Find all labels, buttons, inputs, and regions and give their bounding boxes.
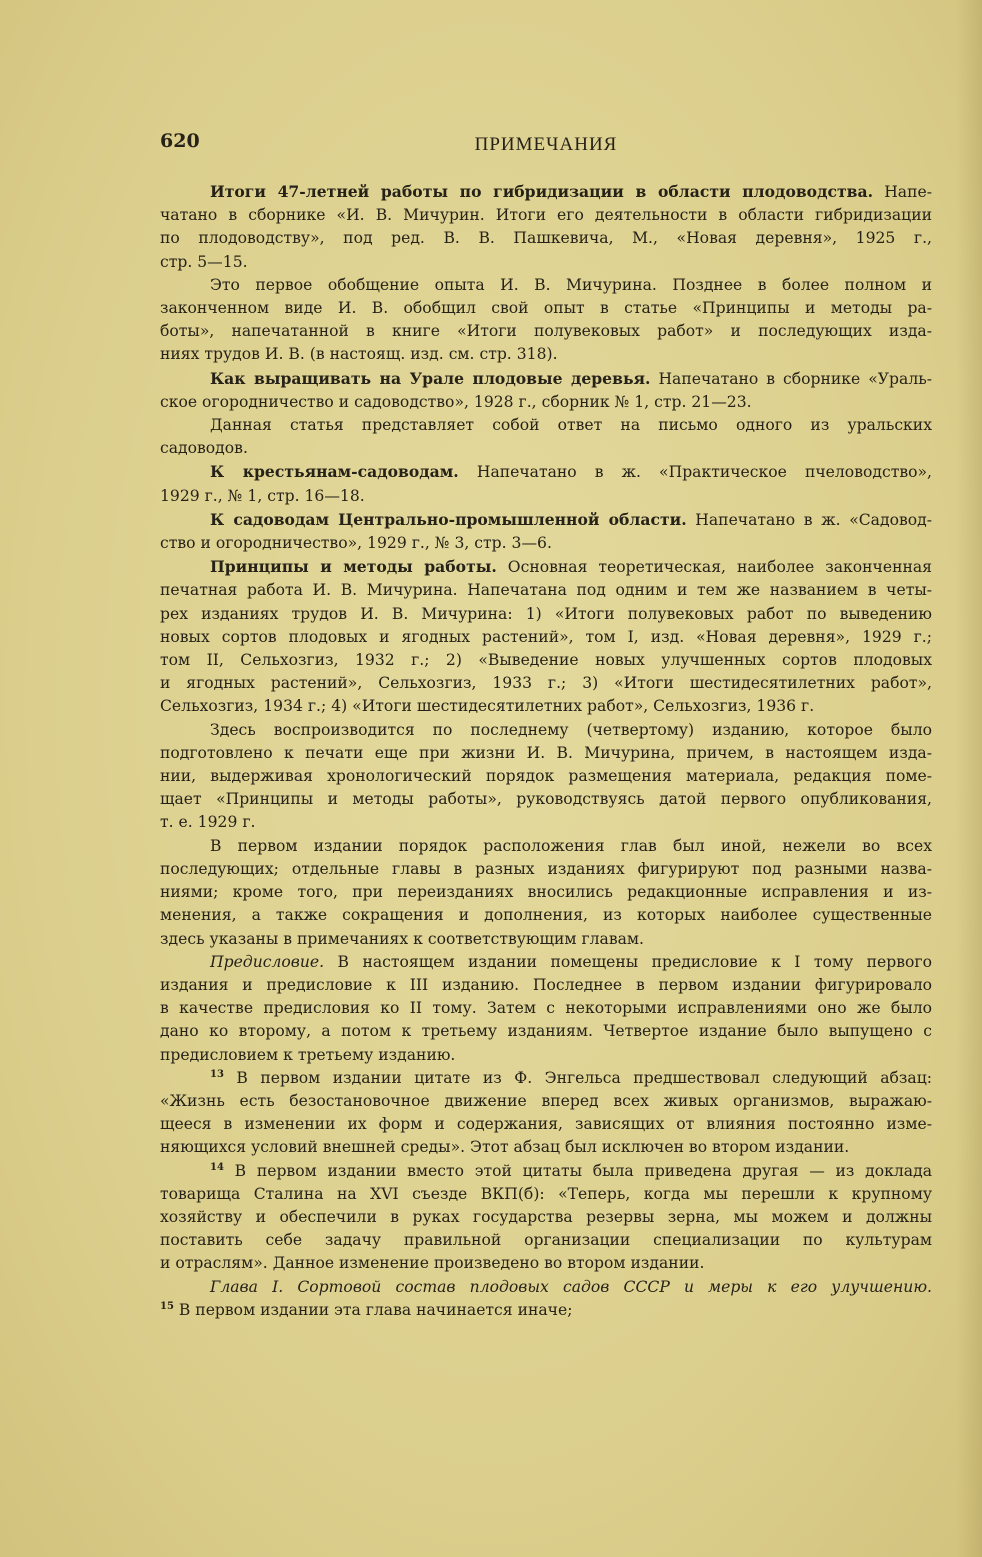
text-line <box>160 742 932 765</box>
text-line <box>160 603 932 626</box>
line-text: том II, Сельхозгиз, 1932 г.; 2) «Выведение новых улучшенных сортов плодовых <box>160 651 932 670</box>
line-text: ниях трудов И. В. (в настоящ. изд. см. стр. 318). <box>160 345 558 364</box>
line-text: подготовлено к печати еще при жизни И. В. Мичурина, причем, в настоящем изда- <box>160 743 932 762</box>
line-text: нии, выдерживая хронологический порядок размещения материала, редакция поме- <box>160 767 932 786</box>
line-text: В первом издании цитате из Ф. Энгельса предшествовал следующий абзац: <box>223 1068 932 1087</box>
text-line <box>160 904 932 927</box>
text-line <box>160 765 932 788</box>
text-line <box>160 1299 932 1322</box>
note-title-italic: Предисловие. <box>210 952 325 971</box>
line-text: Напе- <box>873 183 932 201</box>
text-line <box>160 343 932 366</box>
line-text: поставить себе задачу правильной организации специализации по культурам <box>160 1231 932 1250</box>
line-text: ство и огородничество», 1929 г., № 3, стр. 3—6. <box>160 534 552 553</box>
text-line <box>160 555 932 579</box>
text-line <box>160 1044 932 1067</box>
text-line <box>160 672 932 695</box>
notes-body <box>160 180 932 1322</box>
line-text: Это первое обобщение опыта И. В. Мичурина. Позднее в более полном и <box>210 275 932 294</box>
text-line <box>160 460 932 484</box>
line-text: рех изданиях трудов И. В. Мичурина: 1) «Итоги полувековых работ по выведению <box>160 604 932 623</box>
text-line <box>160 180 932 204</box>
line-text: здесь указаны в примечаниях к соответствующим главам. <box>160 929 645 948</box>
running-head: ПРИМЕЧАНИЯ <box>474 134 618 155</box>
text-line <box>160 1020 932 1043</box>
line-text: щееся в изменении их форм и содержания, зависящих от влияния постоянно изме- <box>160 1115 932 1134</box>
line-text: печатная работа И. В. Мичурина. Напечатана под одним и тем же названием в четы- <box>160 581 932 600</box>
line-text: В первом издании эта глава начинается иначе; <box>173 1300 573 1319</box>
text-line <box>160 626 932 649</box>
text-line <box>160 974 932 997</box>
text-line <box>160 204 932 227</box>
line-text: чатано в сборнике «И. В. Мичурин. Итоги его деятельности в области гибридизации <box>160 206 932 225</box>
text-line <box>160 1252 932 1275</box>
note-title: Принципы и методы работы. <box>210 557 497 577</box>
text-line <box>160 579 932 602</box>
note-paragraph <box>160 1160 932 1276</box>
note-paragraph <box>160 1299 932 1322</box>
text-line <box>160 788 932 811</box>
text-line <box>160 1136 932 1159</box>
line-text: Основная теоретическая, наиболее законченная <box>496 558 932 577</box>
text-line <box>160 951 932 974</box>
text-line <box>160 881 932 904</box>
text-line <box>160 649 932 672</box>
note-title: Как выращивать на Урале плодовые деревья. <box>210 368 651 388</box>
line-text: ское огородничество и садоводство», 1928 г., сборник № 1, стр. 21—23. <box>160 392 752 411</box>
line-text: садоводов. <box>160 439 248 458</box>
text-line <box>160 1067 932 1090</box>
line-text: В первом издании порядок расположения глав был иной, нежели во всех <box>210 836 932 855</box>
note-paragraph <box>160 555 932 718</box>
note-paragraph <box>160 460 932 507</box>
text-line <box>160 928 932 951</box>
text-line <box>160 1090 932 1113</box>
line-text: последующих; отдельные главы в разных изданиях фигурируют под разными назва- <box>160 859 932 878</box>
note-paragraph <box>160 508 932 555</box>
text-line <box>160 485 932 508</box>
text-line <box>160 835 932 858</box>
line-text: боты», напечатанной в книге «Итоги полувековых работ» и последующих изда- <box>160 322 932 341</box>
footnote-marker: 14 <box>210 1161 224 1173</box>
text-line <box>160 297 932 320</box>
note-title: Итоги 47-летней работы по гибридизации в области плодоводства. <box>210 182 874 201</box>
line-text: Здесь воспроизводится по последнему (четвертому) изданию, которое было <box>210 720 932 739</box>
note-paragraph <box>160 1276 932 1299</box>
text-line <box>160 1206 932 1229</box>
line-text: по плодоводству», под ред. В. В. Пашкевича, М., «Новая деревня», 1925 г., <box>160 229 932 248</box>
line-text: новых сортов плодовых и ягодных растений», том I, изд. «Новая деревня», 1929 г.; <box>160 627 932 646</box>
text-line <box>160 227 932 250</box>
line-text: хозяйству и обеспечили в руках государства резервы зерна, мы можем и должны <box>160 1207 932 1226</box>
line-text: Данная статья представляет собой ответ на письмо одного из уральских <box>210 416 932 435</box>
page-header <box>160 130 932 164</box>
note-paragraph <box>160 951 932 1067</box>
line-text: издания и предисловие к III изданию. Последнее в первом издании фигурировало <box>160 975 932 994</box>
line-text: законченном виде И. В. обобщил свой опыт в статье «Принципы и методы ра- <box>160 299 932 318</box>
note-title: К крестьянам-садоводам. <box>210 462 459 482</box>
line-text: стр. 5—15. <box>160 252 248 271</box>
note-paragraph <box>160 274 932 367</box>
note-paragraph <box>160 367 932 414</box>
text-line <box>160 508 932 532</box>
line-text: Сельхозгиз, 1934 г.; 4) «Итоги шестидесятилетних работ», Сельхозгиз, 1936 г. <box>160 697 815 716</box>
line-text: т. е. 1929 г. <box>160 813 256 832</box>
text-line <box>160 274 932 297</box>
text-line <box>160 997 932 1020</box>
text-line <box>160 811 932 834</box>
text-line <box>160 367 932 391</box>
note-title: К садоводам Центрально-промышленной области. <box>210 509 687 529</box>
text-line <box>160 1183 932 1206</box>
text-line <box>160 320 932 343</box>
chapter-heading: Глава I. Сортовой состав плодовых садов СССР и меры к его улучшению. <box>210 1277 932 1296</box>
text-line <box>160 391 932 414</box>
page-edge-shadow <box>956 0 982 1557</box>
line-text: 1929 г., № 1, стр. 16—18. <box>160 486 365 505</box>
note-paragraph <box>160 719 932 835</box>
text-line <box>160 719 932 742</box>
line-text: щает «Принципы и методы работы», руководствуясь датой первого опубликования, <box>160 790 932 809</box>
text-line <box>160 695 932 718</box>
note-paragraph <box>160 180 932 274</box>
line-text: В настоящем издании помещены предисловие к I тому первого <box>324 952 932 971</box>
note-paragraph <box>160 835 932 951</box>
line-text: Напечатано в сборнике «Ураль- <box>650 369 932 388</box>
note-paragraph <box>160 1067 932 1160</box>
line-text: Напечатано в ж. «Садовод- <box>686 510 932 529</box>
text-line <box>160 1160 932 1183</box>
line-text: и ягодных растений», Сельхозгиз, 1933 г.; 3) «Итоги шестидесятилетних работ», <box>160 674 932 693</box>
text-line <box>160 1113 932 1136</box>
line-text: В первом издании вместо этой цитаты была приведена другая — из доклада <box>223 1161 932 1180</box>
line-text: «Жизнь есть безостановочное движение вперед всех живых организмов, выражаю- <box>160 1091 932 1110</box>
text-line <box>160 251 932 274</box>
text-line <box>160 532 932 555</box>
page-number: 620 <box>160 130 200 152</box>
line-text: няющихся условий внешней среды». Этот абзац был исключен во втором издании. <box>160 1138 850 1157</box>
line-text: Напечатано в ж. «Практическое пчеловодство», <box>458 463 932 482</box>
footnote-marker: 13 <box>210 1068 224 1080</box>
text-line <box>160 437 932 460</box>
text-line <box>160 858 932 881</box>
line-text: менения, а также сокращения и дополнения, из которых наиболее существенные <box>160 906 932 925</box>
footnote-marker: 15 <box>160 1300 174 1312</box>
text-line <box>160 414 932 437</box>
line-text: дано ко второму, а потом к третьему изданиям. Четвертое издание было выпущено с <box>160 1022 932 1041</box>
line-text: предисловием к третьему изданию. <box>160 1045 456 1064</box>
line-text: ниями; кроме того, при переизданиях вносились редакционные исправления и из- <box>160 883 932 902</box>
text-line <box>160 1229 932 1252</box>
note-paragraph <box>160 414 932 460</box>
line-text: и отраслям». Данное изменение произведено во втором издании. <box>160 1254 705 1273</box>
line-text: товарища Сталина на XVI съезде ВКП(б): «Теперь, когда мы перешли к крупному <box>160 1184 932 1203</box>
line-text: в качестве предисловия ко II тому. Затем с некоторыми исправлениями оно же было <box>160 999 932 1018</box>
